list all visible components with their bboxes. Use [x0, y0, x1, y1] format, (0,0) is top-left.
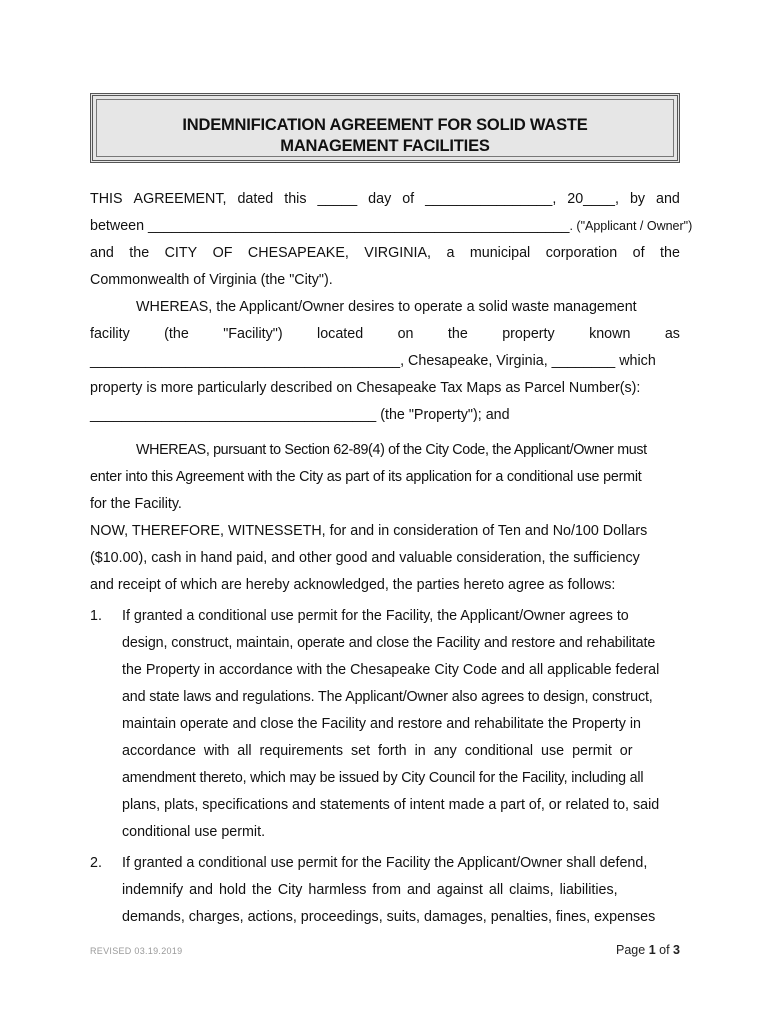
word: on — [397, 326, 414, 342]
para1-line4: Commonwealth of Virginia (the "City"). — [90, 272, 333, 288]
word: VIRGINIA, — [364, 245, 432, 261]
word: of — [632, 245, 645, 261]
document-title-line-2: MANAGEMENT FACILITIES — [280, 137, 490, 155]
para2-line4: property is more particularly described on Chesapeake Tax Maps as Parcel Number(s): — [90, 380, 641, 396]
page-current: 1 — [648, 943, 656, 957]
of-label: of — [659, 943, 670, 957]
item1-line: If granted a conditional use permit for the Facility, the Applicant/Owner agrees to — [122, 608, 629, 624]
word: (the — [164, 326, 189, 342]
word: as — [664, 326, 680, 342]
word: located — [317, 326, 364, 342]
blank-day: _____ — [317, 191, 358, 207]
item1-line: design, construct, maintain, operate and close the Facility and restore and rehabilitate — [122, 635, 656, 651]
word: between — [90, 218, 145, 234]
para4-line2: ($10.00), cash in hand paid, and other good and valuable consideration, the sufficiency — [90, 550, 640, 566]
blank-parcel: ____________________________________ — [90, 407, 377, 423]
para2-line5 — [90, 406, 680, 424]
para1-line1 — [90, 190, 680, 208]
para4-line1: NOW, THEREFORE, WITNESSETH, for and in consideration of Ten and No/100 Dollars — [90, 523, 648, 539]
word: CITY — [164, 245, 198, 261]
word: the — [129, 245, 150, 261]
page-label: Page — [616, 943, 646, 957]
word: the — [447, 326, 468, 342]
document-title-line-1: INDEMNIFICATION AGREEMENT FOR SOLID WASTE — [182, 116, 588, 134]
item-number: 1. — [90, 608, 102, 624]
word: corporation — [545, 245, 618, 261]
para1-line2 — [90, 217, 693, 235]
blank-location: _______________________________________ — [90, 353, 401, 369]
item1-line: amendment thereto, which may be issued by City Council for the Facility, including all — [122, 770, 644, 786]
item2-line: demands, charges, actions, proceedings, suits, damages, penalties, fines, expenses — [122, 909, 656, 925]
item1-line: maintain operate and close the Facility and restore and rehabilitate the Property in — [122, 716, 641, 732]
word: by — [629, 191, 646, 207]
word: and — [90, 245, 114, 261]
location-text: , Chesapeake, Virginia, ________ which — [400, 353, 656, 369]
word: this — [284, 191, 307, 207]
word: a — [446, 245, 455, 261]
page-total: 3 — [673, 943, 680, 957]
word: day — [368, 191, 392, 207]
item1-line: conditional use permit. — [122, 824, 266, 840]
word: municipal — [469, 245, 531, 261]
word: the — [660, 245, 680, 261]
blank-year: 20____, — [567, 191, 619, 207]
para3-line2: enter into this Agreement with the City as part of its application for a conditional use permit — [90, 469, 642, 485]
para2-line3 — [90, 352, 680, 370]
word: AGREEMENT, — [133, 191, 227, 207]
item1-line: plans, plats, specifications and statements of intent made a part of, or related to, said — [122, 797, 660, 813]
word: OF — [212, 245, 233, 261]
para3-line3: for the Facility. — [90, 496, 182, 512]
word: "Facility") — [223, 326, 283, 342]
para1-line3 — [90, 244, 680, 262]
item2-line: indemnify and hold the City harmless from and against all claims, liabilities, — [122, 882, 618, 898]
word: dated — [237, 191, 274, 207]
blank-applicant: _____________________________________________________ — [148, 218, 570, 234]
para3-line1: WHEREAS, pursuant to Section 62-89(4) of the City Code, the Applicant/Owner must — [136, 442, 647, 458]
item2-line: If granted a conditional use permit for the Facility the Applicant/Owner shall defend, — [122, 855, 648, 871]
item1-line: the Property in accordance with the Chesapeake City Code and all applicable federal — [122, 662, 660, 678]
title-box — [90, 93, 680, 163]
blank-month: ________________, — [425, 191, 557, 207]
property-text: (the "Property"); and — [376, 407, 510, 423]
word: and — [656, 191, 680, 207]
para4-line3: and receipt of which are hereby acknowledged, the parties hereto agree as follows: — [90, 577, 616, 593]
para2-line1: WHEREAS, the Applicant/Owner desires to operate a solid waste management — [136, 299, 637, 315]
word: THIS — [90, 191, 123, 207]
page-number — [616, 943, 680, 957]
item1-line: accordance with all requirements set forth in any conditional use permit or — [122, 743, 633, 759]
revision-date: REVISED 03.19.2019 — [90, 946, 183, 956]
item1-line: and state laws and regulations. The Applicant/Owner also agrees to design, construct, — [122, 689, 653, 705]
word: known — [589, 326, 631, 342]
item-number: 2. — [90, 855, 102, 871]
word: of — [402, 191, 415, 207]
word: property — [502, 326, 555, 342]
applicant-owner-label: . ("Applicant / Owner") — [569, 219, 693, 233]
para2-line2 — [90, 325, 680, 343]
word: CHESAPEAKE, — [247, 245, 349, 261]
word: facility — [90, 326, 130, 342]
